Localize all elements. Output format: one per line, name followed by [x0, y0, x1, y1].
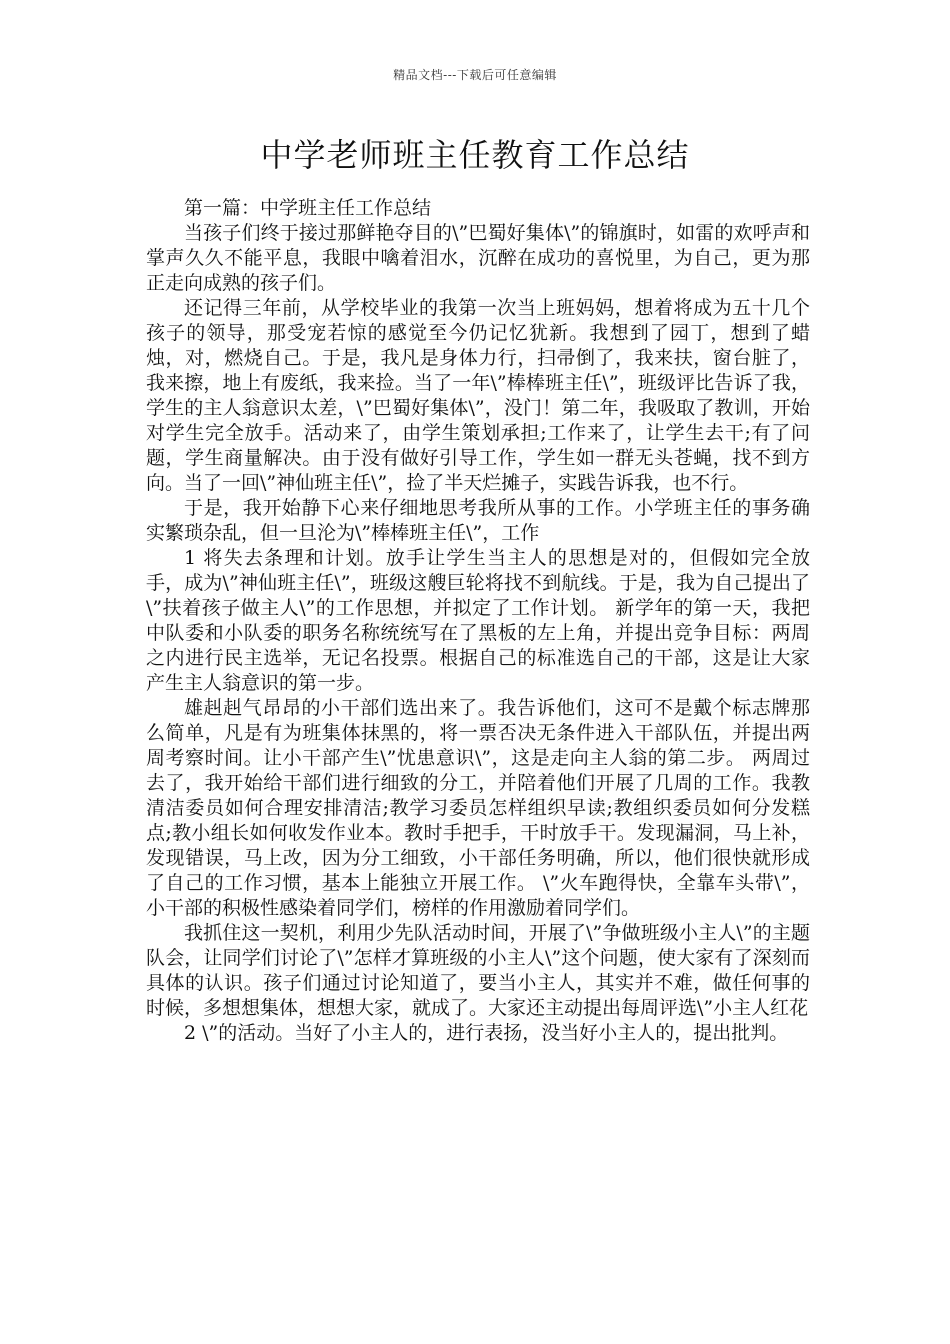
paragraph: 1 将失去条理和计划。放手让学生当主人的思想是对的，但假如完全放手，成为\”神仙班主任\”，班级这艘巨轮将找不到航线。于是，我为自己提出了\”扶着孩子做主人\”的工作思想，并拟定了工作计划。 新学年的第一天，我把中队委和小队委的职务名称统统写在了黑板的左上角，并提出竞争目标：两周之内进行民主选举，无记名投票。根据自己的标准选自己的干部，这是让大家产生主人翁意识的第一步。	[146, 547, 810, 694]
paragraph: 当孩子们终于接过那鲜艳夺目的\”巴蜀好集体\”的锦旗时，如雷的欢呼声和掌声久久不能平息，我眼中噙着泪水，沉醉在成功的喜悦里，为自己，更为那正走向成熟的孩子们。	[146, 222, 810, 294]
paragraph-section-heading: 第一篇：中学班主任工作总结	[184, 197, 432, 219]
header-note: 精品文档---下载后可任意编辑	[393, 68, 557, 82]
paragraph: 2 \”的活动。当好了小主人的，进行表扬，没当好小主人的，提出批判。	[184, 1022, 789, 1044]
document-title: 中学老师班主任教育工作总结	[260, 136, 690, 174]
paragraph: 还记得三年前，从学校毕业的我第一次当上班妈妈，想着将成为五十几个孩子的领导，那受宠若惊的感觉至今仍记忆犹新。我想到了园丁，想到了蜡烛，对，燃烧自己。于是，我凡是身体力行，扫帚倒了，我来扶，窗台脏了，我来擦，地上有废纸，我来捡。当了一年\”棒棒班主任\”，班级评比告诉了我，学生的主人翁意识太差，\”巴蜀好集体\”，没门！第二年，我吸取了教训，开始对学生完全放手。活动来了，由学生策划承担;工作来了，让学生去干;有了问题，学生商量解决。由于没有做好引导工作，学生如一群无头苍蝇，找不到方向。当了一回\”神仙班主任\”，捡了半天烂摊子，实践告诉我，也不行。	[146, 297, 810, 494]
paragraph: 于是，我开始静下心来仔细地思考我所从事的工作。小学班主任的事务确实繁琐杂乱，但一旦沦为\”棒棒班主任\”，工作	[146, 497, 810, 544]
paragraph: 雄赳赳气昂昂的小干部们选出来了。我告诉他们，这可不是戴个标志牌那么简单，凡是有为班集体抹黑的，将一票否决无条件进入干部队伍，并提出两周考察时间。让小干部产生\”忧患意识\”，这是走向主人翁的第二步。 两周过去了，我开始给干部们进行细致的分工，并陪着他们开展了几周的工作。我教清洁委员如何合理安排清洁;教学习委员怎样组织早读;教组织委员如何分发糕点;教小组长如何收发作业本。教时手把手，干时放手干。发现漏洞，马上补，发现错误，马上改，因为分工细致，小干部任务明确，所以，他们很快就形成了自己的工作习惯，基本上能独立开展工作。 \”火车跑得快，全靠车头带\”，小干部的积极性感染着同学们，榜样的作用激励着同学们。	[146, 697, 810, 919]
paragraph: 我抓住这一契机，利用少先队活动时间，开展了\”争做班级小主人\”的主题队会，让同学们讨论了\”怎样才算班级的小主人\”这个问题，使大家有了深刻而具体的认识。孩子们通过讨论知道了，要当小主人，其实并不难，做任何事的时候，多想想集体，想想大家，就成了。大家还主动提出每周评选\”小主人红花	[146, 922, 810, 1019]
document-body	[146, 196, 810, 1046]
